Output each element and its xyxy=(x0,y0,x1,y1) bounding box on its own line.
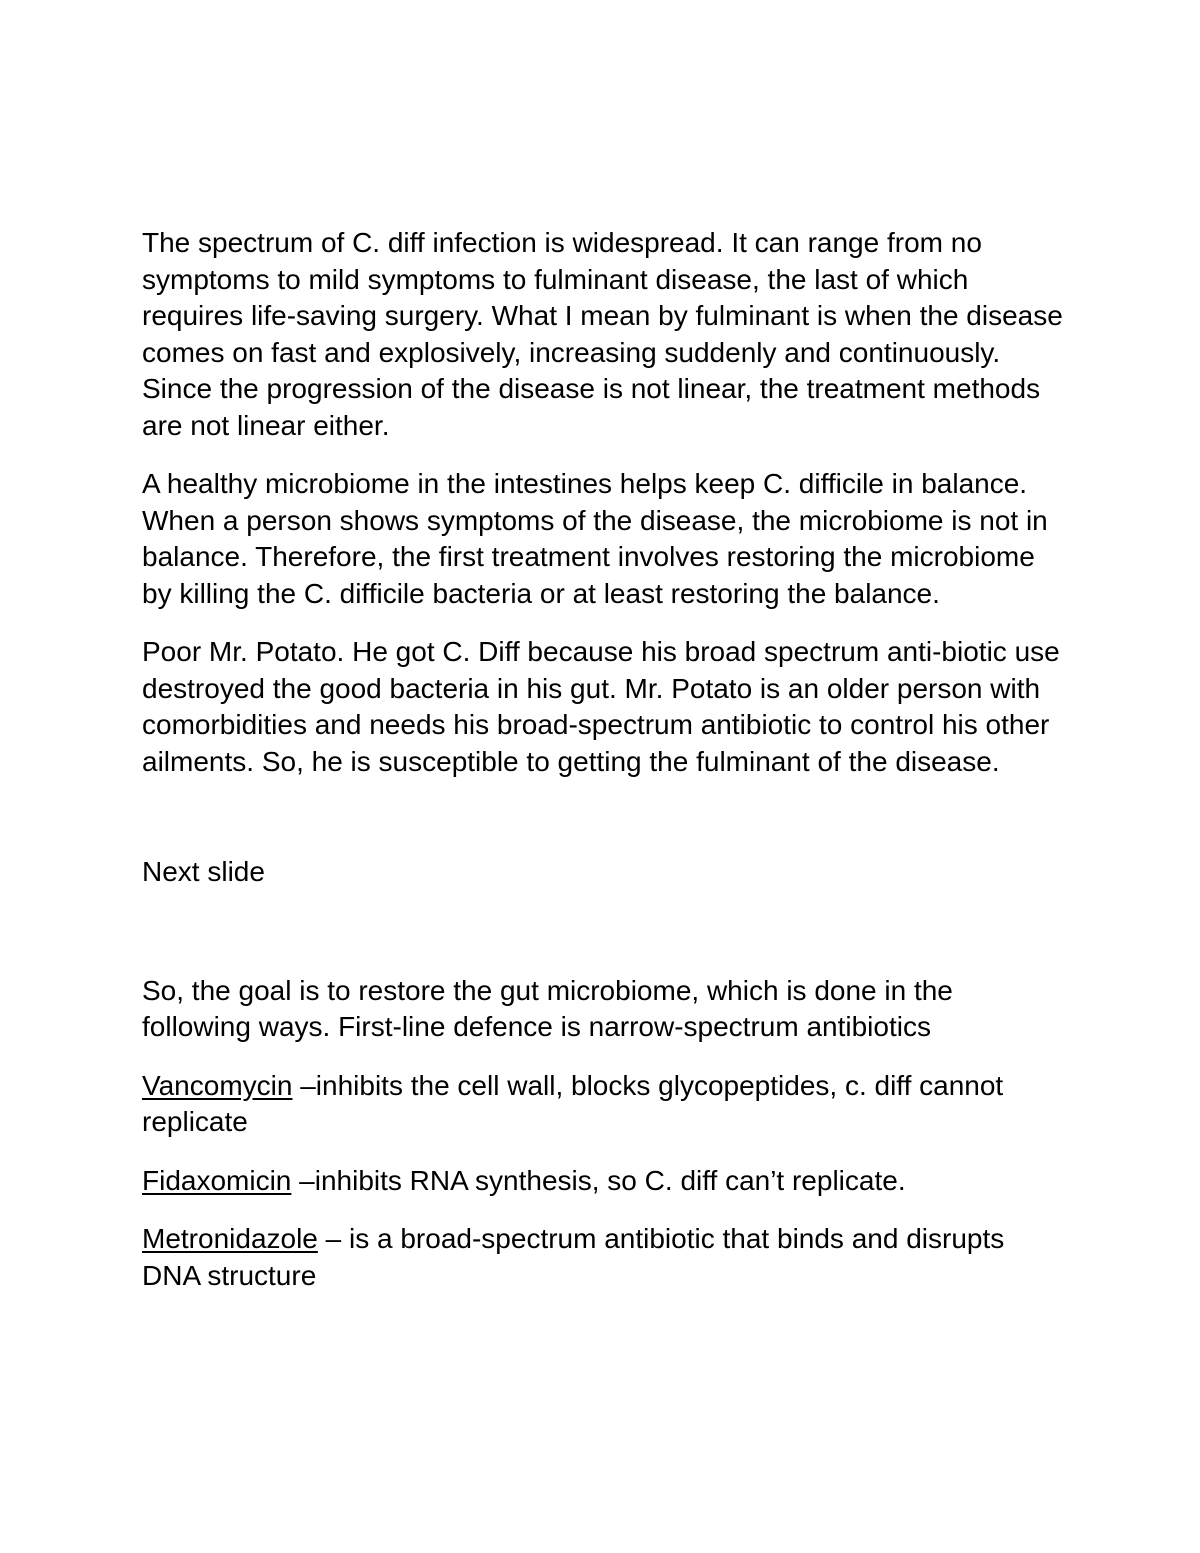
paragraph-mr-potato: Poor Mr. Potato. He got C. Diff because his broad spectrum anti-biotic use destroyed the good bacteria in his gut. Mr. Potato is an older person with comorbidities and needs his broad-spectrum antibiotic to control his other ailments. So, he is susceptible to getting the fulminant of the disease. xyxy=(142,636,1060,777)
drug-item-fidaxomicin xyxy=(142,1163,1067,1200)
drug-name: Fidaxomicin xyxy=(142,1164,292,1196)
drug-description: –inhibits RNA synthesis, so C. diff can’t replicate. xyxy=(291,1164,906,1196)
drug-name: Vancomycin xyxy=(142,1069,293,1101)
paragraph-microbiome: A healthy microbiome in the intestines helps keep C. difficile in balance. When a person shows symptoms of the disease, the microbiome is not in balance. Therefore, the first treatment involves restoring the microbiome by killing the C. difficile bacteria or at least restoring the balance. xyxy=(142,468,1048,609)
next-slide-label: Next slide xyxy=(142,856,265,887)
drug-name: Metronidazole xyxy=(142,1223,318,1254)
drug-description: – is a broad-spectrum antibiotic that binds and disrupts DNA structure xyxy=(142,1223,1005,1291)
paragraph-goal: So, the goal is to restore the gut microbiome, which is done in the following ways. First-line defence is narrow-spectrum antibiotics xyxy=(142,974,953,1042)
drug-item-metronidazole xyxy=(142,1221,1067,1294)
document-body xyxy=(142,225,1067,1316)
drug-description: –inhibits the cell wall, blocks glycopeptides, c. diff cannot replicate xyxy=(142,1069,1004,1137)
spacer xyxy=(142,780,1067,854)
drug-item-vancomycin xyxy=(142,1068,1067,1141)
spacer xyxy=(142,891,1067,973)
paragraph-spectrum: The spectrum of C. diff infection is widespread. It can range from no symptoms to mild symptoms to fulminant disease, the last of which requires life-saving surgery. What I mean by fulminant is when the disease comes on fast and explosively, increasing suddenly and continuously. Since the progression of the disease is not linear, the treatment methods are not linear either. xyxy=(142,227,1063,441)
